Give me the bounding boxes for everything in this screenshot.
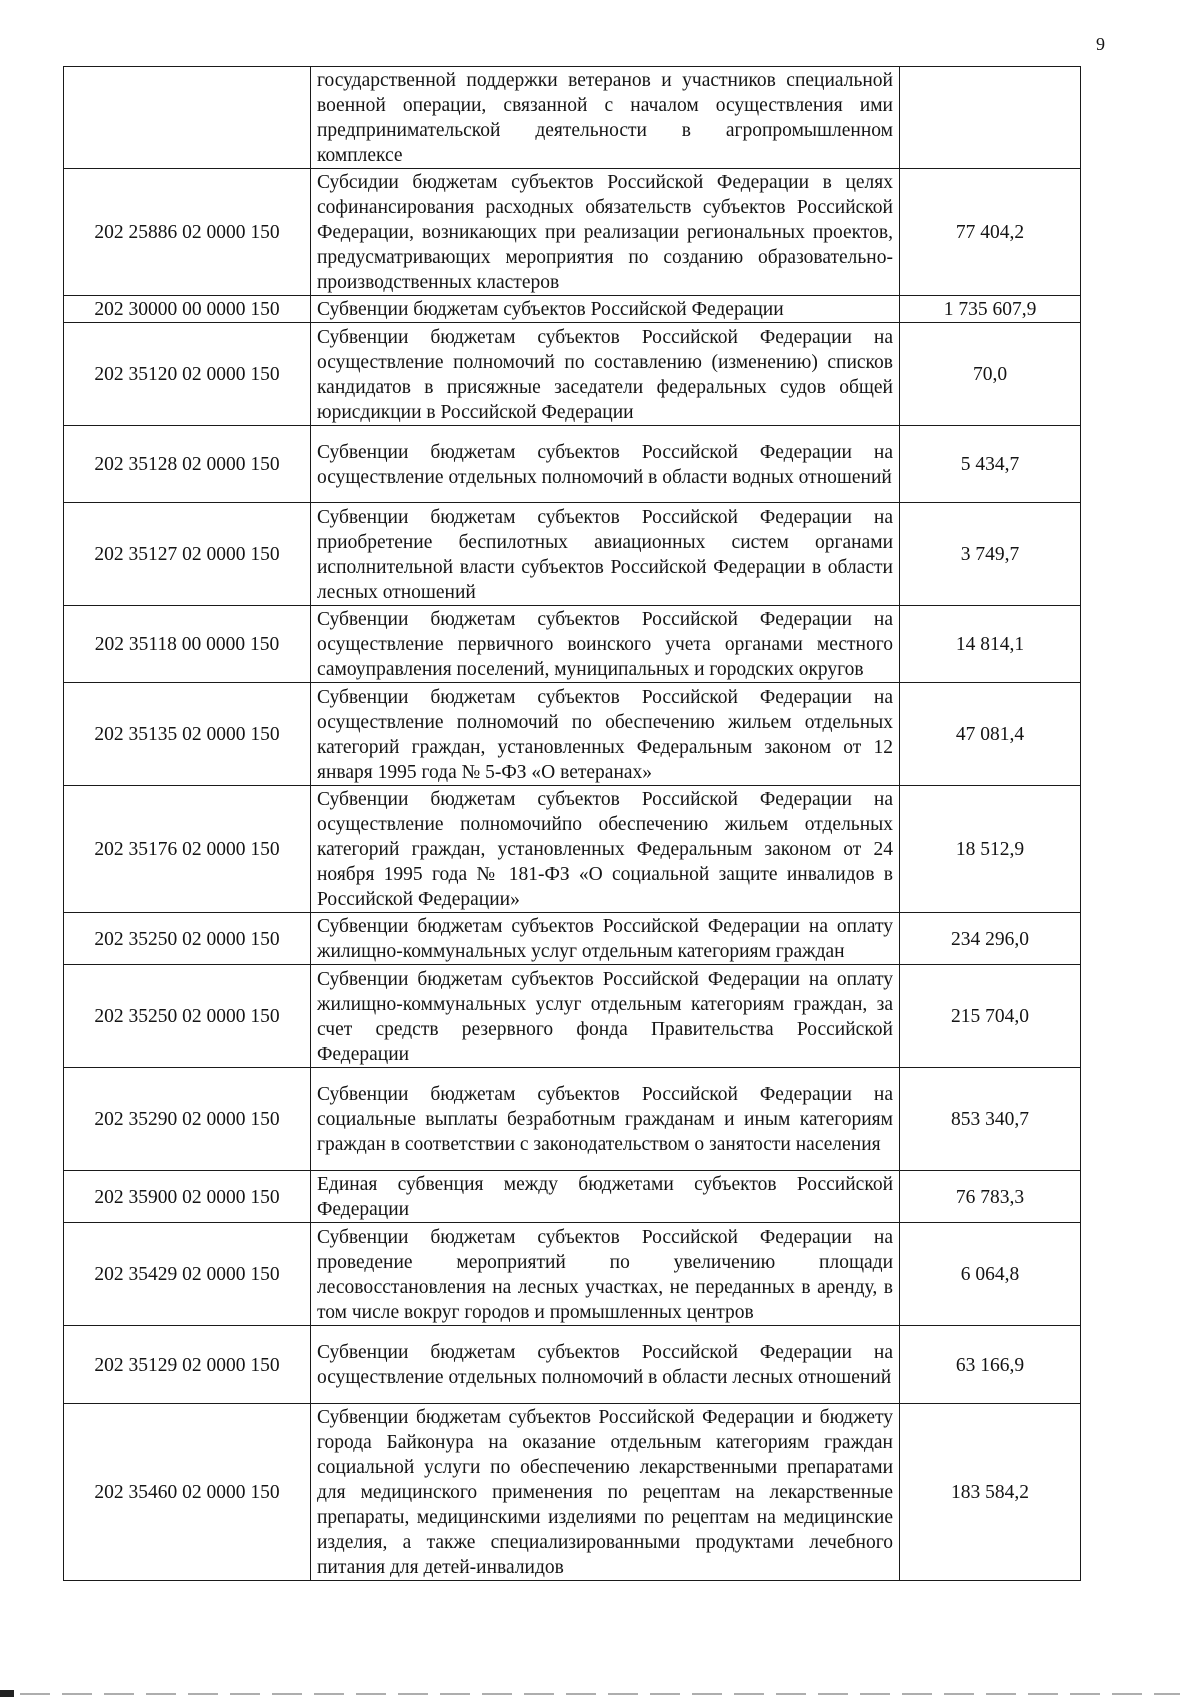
description-cell: Субвенции бюджетам субъектов Российской Федерации на осуществление отдельных полномочий в области лесных отношений xyxy=(311,1326,900,1404)
amount-cell: 18 512,9 xyxy=(900,786,1081,913)
table-row xyxy=(64,67,1081,169)
amount-cell: 853 340,7 xyxy=(900,1068,1081,1171)
budget-code-cell: 202 35128 02 0000 150 xyxy=(64,426,311,503)
budget-code-cell: 202 25886 02 0000 150 xyxy=(64,169,311,296)
scan-edge-line xyxy=(20,1693,1180,1695)
description-cell: Субвенции бюджетам субъектов Российской Федерации xyxy=(311,296,900,323)
table-row xyxy=(64,786,1081,913)
table-row xyxy=(64,1404,1081,1581)
amount-cell xyxy=(900,67,1081,169)
description-cell: Субвенции бюджетам субъектов Российской Федерации на осуществление полномочий по составлению (изменению) списков кандидатов в присяжные заседатели федеральных судов общей юрисдикции в Российской Федерации xyxy=(311,323,900,426)
amount-cell: 63 166,9 xyxy=(900,1326,1081,1404)
budget-code-cell: 202 35250 02 0000 150 xyxy=(64,913,311,965)
description-cell: Субвенции бюджетам субъектов Российской Федерации на проведение мероприятий по увеличению площади лесовосстановления на лесных участках, не переданных в аренду, в том числе вокруг городов и промышленных центров xyxy=(311,1223,900,1326)
budget-code-cell: 202 35900 02 0000 150 xyxy=(64,1171,311,1223)
budget-code-cell: 202 35176 02 0000 150 xyxy=(64,786,311,913)
amount-cell: 77 404,2 xyxy=(900,169,1081,296)
description-cell: Субсидии бюджетам субъектов Российской Федерации в целях софинансирования расходных обязательств субъектов Российской Федерации, возникающих при реализации региональных проектов, предусматривающих мероприятия по созданию образовательно-производственных кластеров xyxy=(311,169,900,296)
budget-code-cell xyxy=(64,67,311,169)
amount-cell: 14 814,1 xyxy=(900,606,1081,683)
budget-code-cell: 202 35429 02 0000 150 xyxy=(64,1223,311,1326)
table-row xyxy=(64,503,1081,606)
amount-cell: 183 584,2 xyxy=(900,1404,1081,1581)
amount-cell: 215 704,0 xyxy=(900,965,1081,1068)
table-row xyxy=(64,913,1081,965)
description-cell: Субвенции бюджетам субъектов Российской Федерации на оплату жилищно-коммунальных услуг отдельным категориям граждан xyxy=(311,913,900,965)
table-row xyxy=(64,1223,1081,1326)
table-row xyxy=(64,1171,1081,1223)
budget-code-cell: 202 30000 00 0000 150 xyxy=(64,296,311,323)
table-row xyxy=(64,296,1081,323)
table-row xyxy=(64,169,1081,296)
page-number: 9 xyxy=(1096,34,1105,54)
table-row xyxy=(64,606,1081,683)
budget-code-cell: 202 35118 00 0000 150 xyxy=(64,606,311,683)
budget-code-cell: 202 35127 02 0000 150 xyxy=(64,503,311,606)
amount-cell: 234 296,0 xyxy=(900,913,1081,965)
amount-cell: 70,0 xyxy=(900,323,1081,426)
description-cell: Единая субвенция между бюджетами субъектов Российской Федерации xyxy=(311,1171,900,1223)
budget-code-cell: 202 35290 02 0000 150 xyxy=(64,1068,311,1171)
table-row xyxy=(64,965,1081,1068)
description-cell: Субвенции бюджетам субъектов Российской Федерации на приобретение беспилотных авиационных систем органами исполнительной власти субъектов Российской Федерации в области лесных отношений xyxy=(311,503,900,606)
amount-cell: 5 434,7 xyxy=(900,426,1081,503)
table-row xyxy=(64,1326,1081,1404)
description-cell: Субвенции бюджетам субъектов Российской Федерации и бюджету города Байконура на оказание отдельным категориям граждан социальной услуги по обеспечению лекарственными препаратами для медицинского применения по рецептам на лекарственные препараты, медицинскими изделиями по рецептам на медицинские изделия, а также специализированными продуктами лечебного питания для детей-инвалидов xyxy=(311,1404,900,1581)
table-row xyxy=(64,323,1081,426)
description-cell: Субвенции бюджетам субъектов Российской Федерации на осуществление первичного воинского учета органами местного самоуправления поселений, муниципальных и городских округов xyxy=(311,606,900,683)
budget-code-cell: 202 35460 02 0000 150 xyxy=(64,1404,311,1581)
budget-code-cell: 202 35250 02 0000 150 xyxy=(64,965,311,1068)
description-cell: Субвенции бюджетам субъектов Российской Федерации на осуществление полномочийпо обеспечению жильем отдельных категорий граждан, установленных Федеральным законом от 24 ноября 1995 года № 181-ФЗ «О социальной защите инвалидов в Российской Федерации» xyxy=(311,786,900,913)
amount-cell: 3 749,7 xyxy=(900,503,1081,606)
budget-code-cell: 202 35135 02 0000 150 xyxy=(64,683,311,786)
amount-cell: 47 081,4 xyxy=(900,683,1081,786)
table-row xyxy=(64,1068,1081,1171)
table-row xyxy=(64,426,1081,503)
amount-cell: 6 064,8 xyxy=(900,1223,1081,1326)
description-cell: Субвенции бюджетам субъектов Российской Федерации на оплату жилищно-коммунальных услуг отдельным категориям граждан, за счет средств резервного фонда Правительства Российской Федерации xyxy=(311,965,900,1068)
description-cell: Субвенции бюджетам субъектов Российской Федерации на социальные выплаты безработным гражданам и иным категориям граждан в соответствии с законодательством о занятости населения xyxy=(311,1068,900,1171)
scan-edge-mark xyxy=(0,1690,14,1697)
budget-code-cell: 202 35120 02 0000 150 xyxy=(64,323,311,426)
amount-cell: 76 783,3 xyxy=(900,1171,1081,1223)
amount-cell: 1 735 607,9 xyxy=(900,296,1081,323)
description-cell: Субвенции бюджетам субъектов Российской Федерации на осуществление отдельных полномочий в области водных отношений xyxy=(311,426,900,503)
budget-code-cell: 202 35129 02 0000 150 xyxy=(64,1326,311,1404)
budget-revenue-table xyxy=(63,66,1081,1581)
description-cell: Субвенции бюджетам субъектов Российской Федерации на осуществление полномочий по обеспечению жильем отдельных категорий граждан, установленных Федеральным законом от 12 января 1995 года № 5-ФЗ «О ветеранах» xyxy=(311,683,900,786)
description-cell: государственной поддержки ветеранов и участников специальной военной операции, связанной с началом осуществления ими предпринимательской деятельности в агропромышленном комплексе xyxy=(311,67,900,169)
table-row xyxy=(64,683,1081,786)
